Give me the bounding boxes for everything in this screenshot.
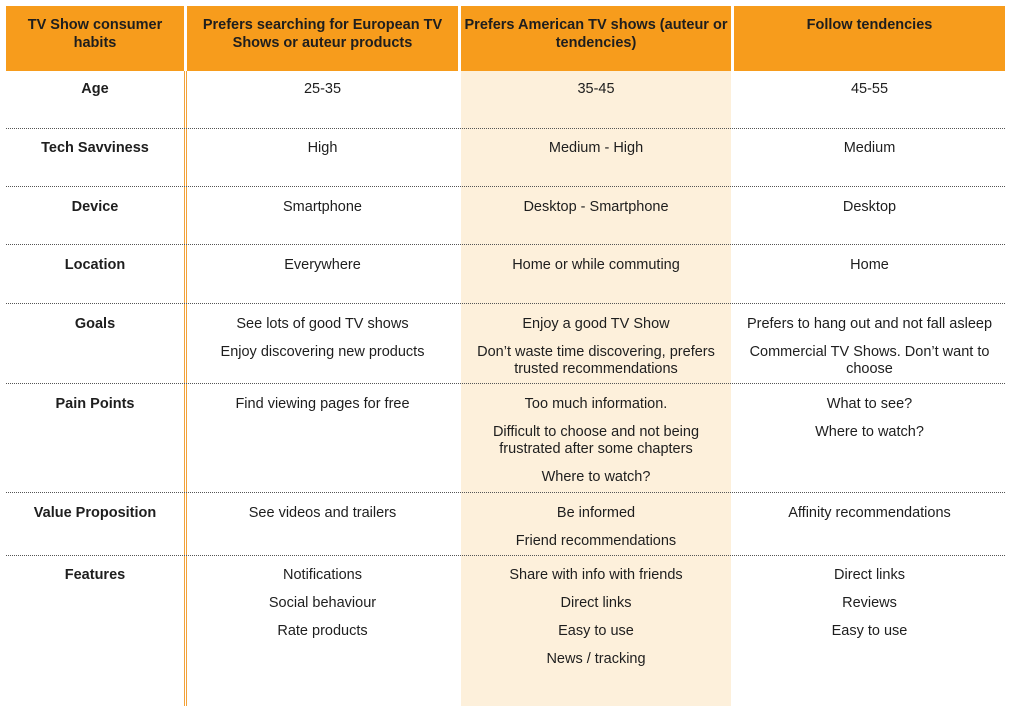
table-cell	[734, 257, 1005, 285]
cell-text: Affinity recommendations	[788, 505, 951, 521]
table-cell	[734, 505, 1005, 533]
table-cell	[461, 140, 731, 168]
cell-text: What to see?	[826, 396, 913, 412]
row-label: Tech Savviness	[41, 140, 149, 156]
table-cell	[461, 316, 731, 389]
cell-text: 35-45	[577, 81, 615, 97]
cell-text: Social behaviour	[268, 595, 377, 611]
cell-text: Easy to use	[831, 623, 908, 639]
table-cell	[187, 140, 458, 168]
table-cell	[461, 396, 731, 497]
table-cell	[461, 567, 731, 679]
row-label: Goals	[74, 316, 116, 332]
cell-text: News / tracking	[546, 651, 646, 667]
table-cell	[461, 505, 731, 561]
cell-text: Desktop - Smartphone	[523, 199, 669, 215]
cell-text: Where to watch?	[541, 469, 651, 485]
cell-text: Enjoy discovering new products	[220, 344, 425, 360]
row-separator	[6, 128, 1005, 129]
table-cell	[734, 567, 1005, 651]
cell-text: Enjoy a good TV Show	[522, 316, 670, 332]
cell-text: High	[307, 140, 338, 156]
cell-text: Home or while commuting	[512, 257, 680, 273]
row-separator	[6, 244, 1005, 245]
row-label: Device	[71, 199, 119, 215]
cell-text: Direct links	[560, 595, 632, 611]
cell-text: Difficult to choose and not being frustrated after some chapters	[492, 424, 700, 457]
table-cell	[461, 199, 731, 227]
header-cell-american: Prefers American TV shows (auteur or tendencies)	[461, 6, 731, 71]
row-label: Age	[81, 81, 109, 97]
header-cell-tendencies: Follow tendencies	[734, 6, 1005, 71]
cell-text: Be informed	[556, 505, 636, 521]
cell-text: Find viewing pages for free	[235, 396, 410, 412]
cell-text: Commercial TV Shows. Don’t want to choose	[749, 344, 990, 377]
cell-text: Don’t waste time discovering, prefers trusted recommendations	[477, 344, 715, 377]
table-cell	[461, 257, 731, 285]
table-cell	[187, 567, 458, 651]
row-label: Features	[64, 567, 126, 583]
cell-text: 25-35	[303, 81, 342, 97]
table-cell	[187, 257, 458, 285]
cell-text: Smartphone	[283, 199, 362, 215]
row-separator	[6, 303, 1005, 304]
cell-text: Home	[850, 257, 889, 273]
cell-text: Everywhere	[284, 257, 361, 273]
cell-text: 45-55	[850, 81, 889, 97]
row-label: Location	[64, 257, 126, 273]
table-cell	[461, 81, 731, 109]
cell-text: Friend recommendations	[515, 533, 677, 549]
table-cell	[187, 396, 458, 424]
cell-text: See lots of good TV shows	[236, 316, 409, 332]
row-label: Value Proposition	[33, 505, 157, 521]
row-separator	[6, 186, 1005, 187]
cell-text: Desktop	[842, 199, 897, 215]
table-cell	[734, 81, 1005, 109]
table-cell	[734, 140, 1005, 168]
cell-text: Reviews	[842, 595, 897, 611]
cell-text: Easy to use	[558, 623, 634, 639]
cell-text: Rate products	[277, 623, 368, 639]
cell-text: See videos and trailers	[248, 505, 397, 521]
header-cell-european: Prefers searching for European TV Shows or auteur products	[187, 6, 458, 71]
cell-text: Share with info with friends	[509, 567, 683, 583]
table-cell	[734, 396, 1005, 452]
table-cell	[187, 316, 458, 372]
table-cell	[187, 505, 458, 533]
header-cell-habits: TV Show consumer habits	[6, 6, 184, 71]
row-label: Pain Points	[55, 396, 135, 412]
cell-text: Medium - High	[548, 140, 644, 156]
cell-text: Direct links	[834, 567, 905, 583]
table-cell	[187, 199, 458, 227]
cell-text: Prefers to hang out and not fall asleep	[746, 316, 993, 332]
comparison-table	[6, 6, 1005, 706]
cell-text: Notifications	[283, 567, 362, 583]
cell-text: Too much information.	[524, 396, 668, 412]
cell-text: Where to watch?	[815, 424, 924, 440]
table-cell	[187, 81, 458, 109]
table-cell	[734, 316, 1005, 389]
cell-text: Medium	[843, 140, 896, 156]
table-cell	[734, 199, 1005, 227]
